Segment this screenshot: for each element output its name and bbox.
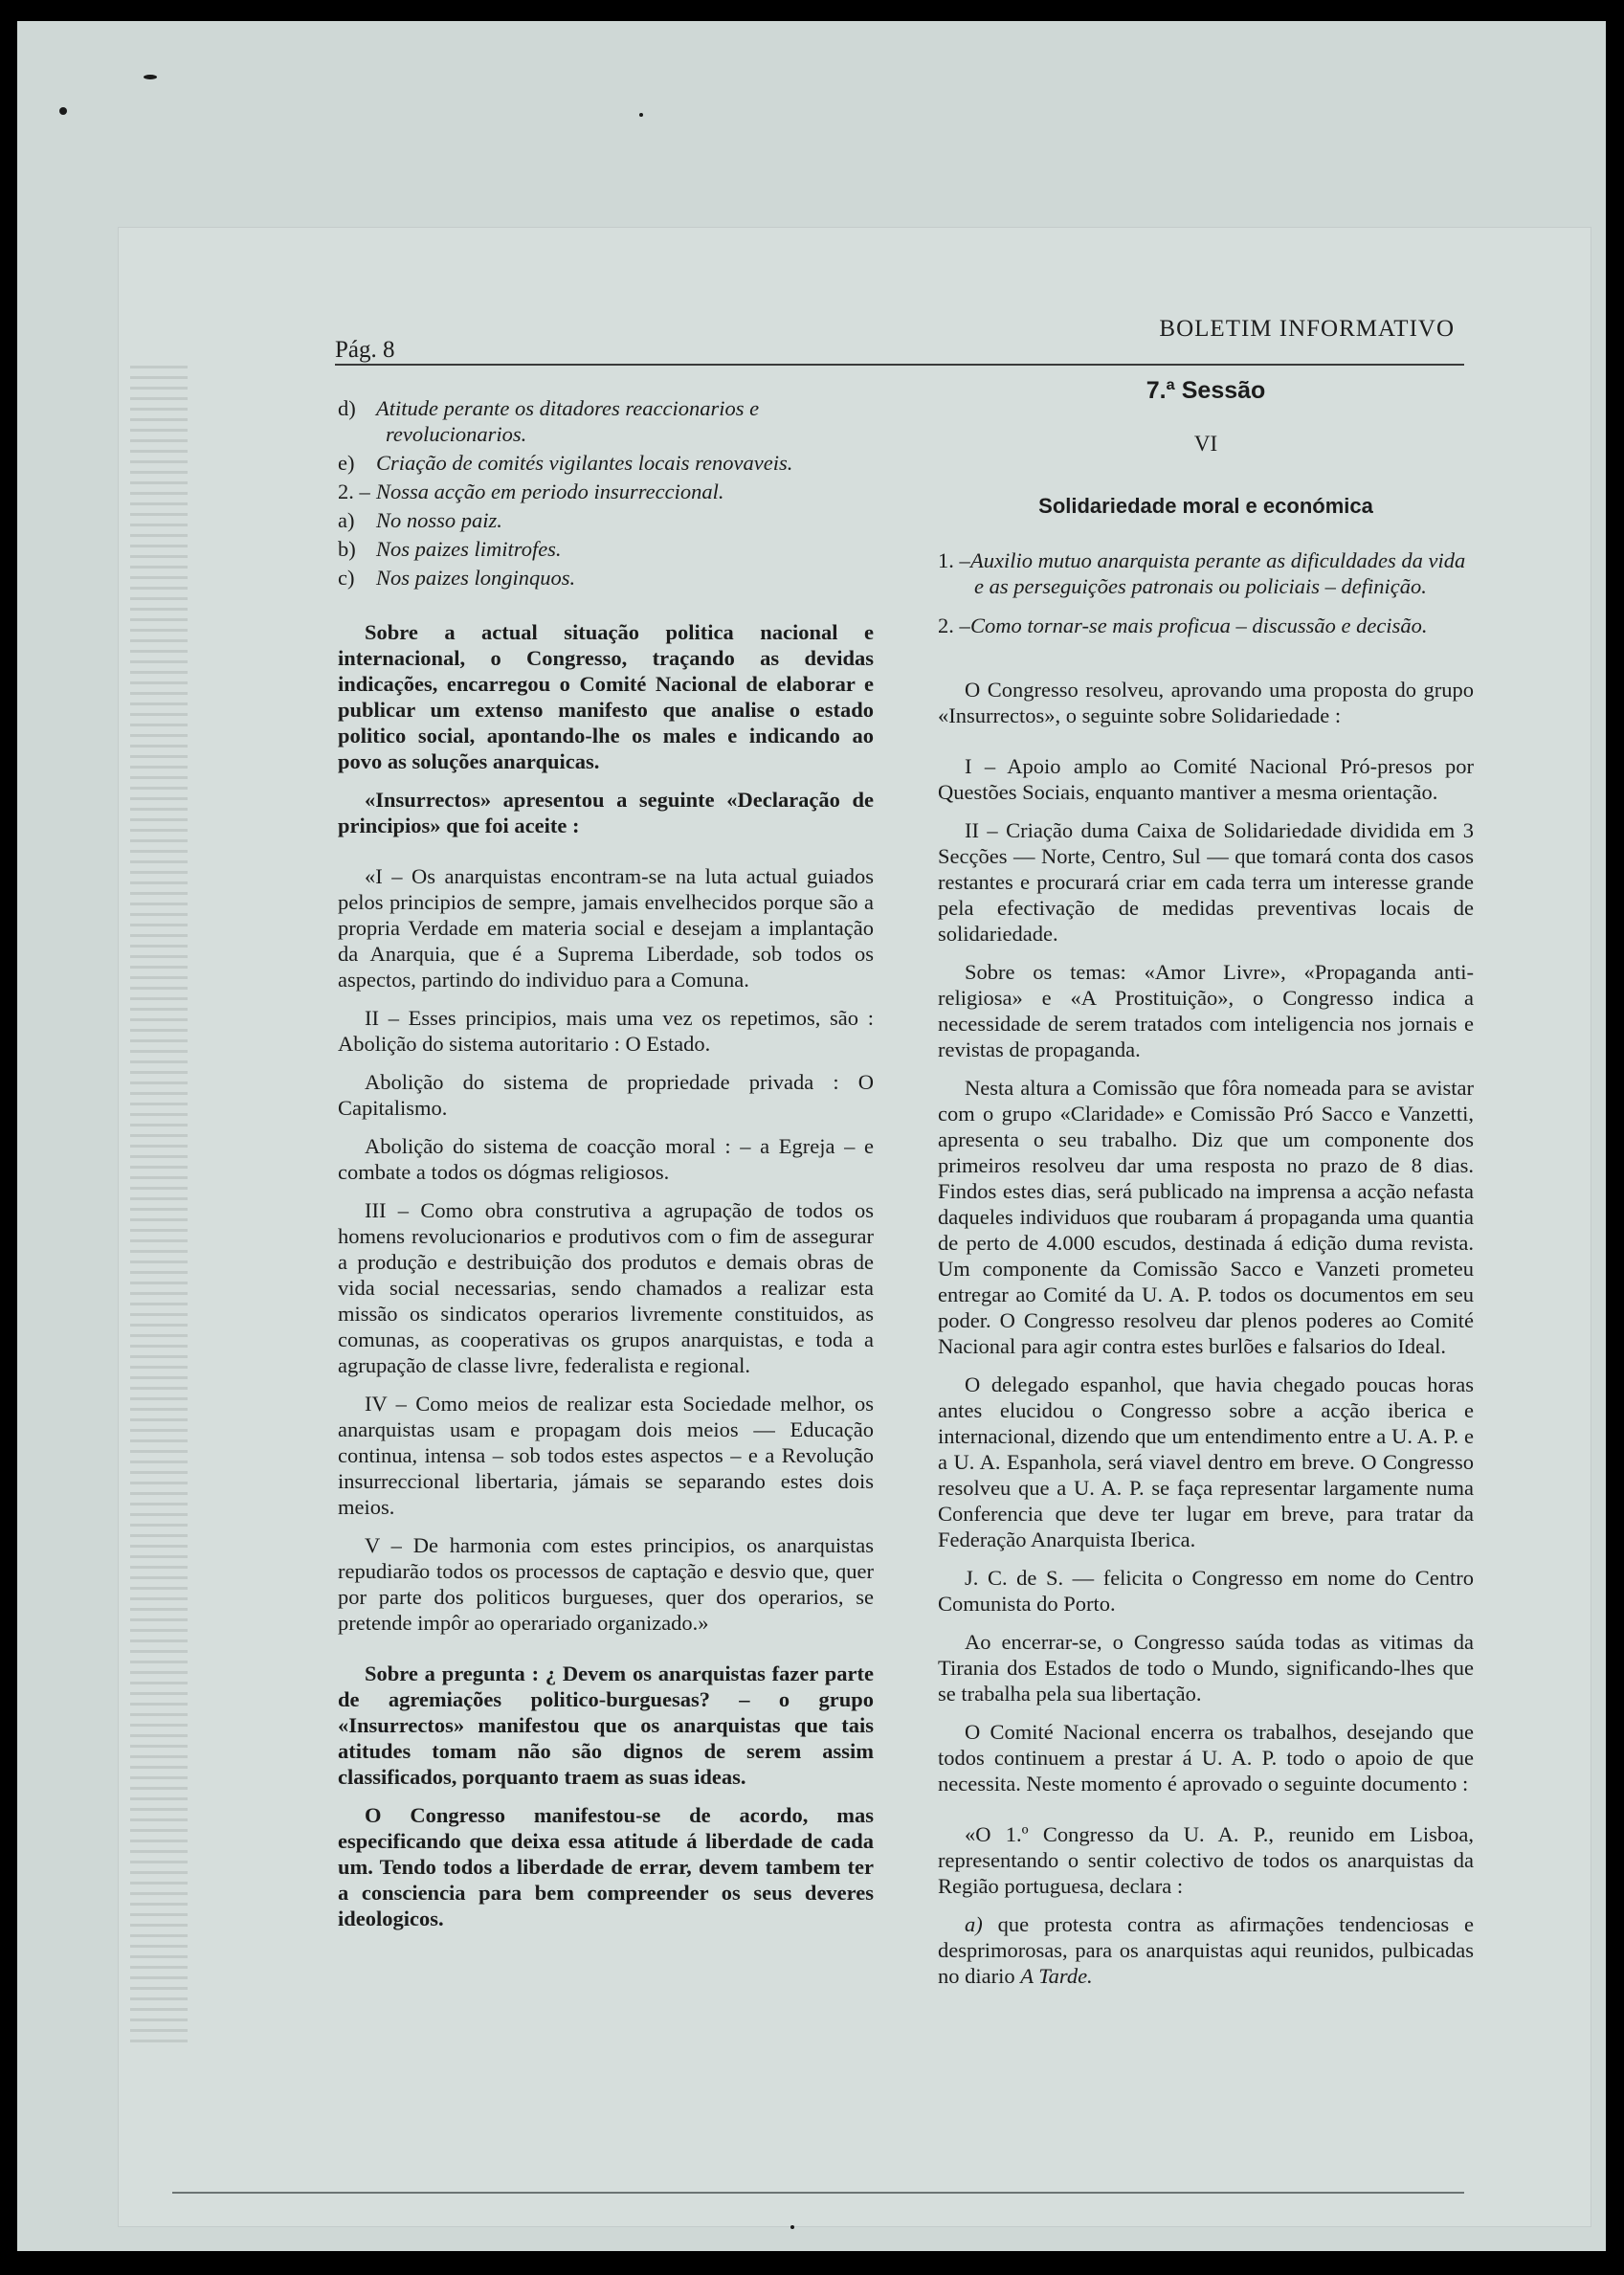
paragraph: O Comité Nacional encerra os trabalhos, desejando que todos continuem a prestar á U. A. P. todo o apoio de que necessita. Neste momento é aprovado o seguinte documento : (938, 1720, 1474, 1795)
paragraph: O Congresso manifestou-se de acordo, mas especificando que deixa essa atitude á liberdade de cada um. Tendo todos a liberdade de errar, devem tambem ter a consciencia para bem compreender os seus deveres ideologicos. (338, 1803, 874, 1930)
paragraph: III – Como obra construtiva a agrupação de todos os homens revolucionarios e produtivos com o fim de assegurar a produção e destribuição dos produtos e demais obras de vida social necessarias, sendo chamados a realizar esta missão os sindicatos operarios livremente constituidos, as comunas, as cooperativas os grupos anarquistas, e toda a agrupação de classe livre, federalista e regional. (338, 1198, 874, 1377)
final-item: a) que protesta contra as afirmações tendenciosas e desprimorosas, para os anarquistas aqui reunidos, pulbicadas no diario A Tarde. (938, 1912, 1475, 1988)
paragraph: II – Criação duma Caixa de Solidariedade dividida em 3 Secções — Norte, Centro, Sul — que tomará conta dos casos restantes e procurará criar em cada terra um interesse grande pela efectivação de medidas preventivas locais de solidariedade. (938, 818, 1474, 946)
page-header (335, 316, 1464, 366)
paragraph: Nesta altura a Comissão que fôra nomeada para se avistar com o grupo «Claridade» e Comissão Pró Sacco e Vanzetti, apresenta o seu trabalho. Diz que um componente dos primeiros resolveu dar uma resposta no prazo de 8 dias. Findos estes dias, será publicado na imprensa a acção nefasta daqueles individuos que roubaram á propaganda uma quantia de perto de 4.000 escudos, destinada á edição duma revista. Um componente da Comissão Sacco e Vanzeti prometeu entregar ao Comité da U. A. P. todos os documentos em seu poder. O Congresso resolveu dar plenos poderes ao Comité Nacional para agir contra estes burlões e falsarios do Ideal. (938, 1076, 1474, 1358)
list-item: b) Nos paizes limitrofes. (338, 537, 562, 561)
ink-speck (790, 2225, 794, 2229)
paragraph: O Congresso resolveu, aprovando uma proposta do grupo «Insurrectos», o seguinte sobre Solidariedade : (938, 678, 1474, 727)
page-number: Pág. 8 (335, 337, 395, 363)
session-title: 7.ª Sessão (1146, 377, 1266, 404)
bottom-rule (172, 2192, 1464, 2194)
ink-speck (639, 113, 643, 117)
ink-speck (144, 75, 157, 79)
right-column (938, 378, 1474, 2001)
paragraph: V – De harmonia com estes principios, os anarquistas repudiarão todos os processos de captação e desvio que, quer por parte dos politicos burgueses, quer dos operarios, se pretende impôr ao operariado organizado.» (338, 1533, 874, 1635)
scan-margin-artifact (130, 366, 188, 2050)
agenda-list (338, 395, 874, 591)
paragraph: Sobre a actual situação politica nacional e internacional, o Congresso, traçando as devidas indicações, encarregou o Comité Nacional de elaborar e publicar um extenso manifesto que analise o estado politico social, apontando-lhe os males e indicando ao povo as soluções anarquicas. (338, 620, 874, 773)
list-item: d) Atitude perante os ditadores reaccionarios e revolucionarios. (338, 396, 760, 446)
paragraph: Abolição do sistema de propriedade privada : O Capitalismo. (338, 1070, 874, 1120)
left-column (338, 392, 874, 1944)
paragraph: «Insurrectos» apresentou a seguinte «Declaração de principios» que foi aceite : (338, 788, 874, 837)
session-number: VI (1193, 432, 1218, 456)
paragraph: Abolição do sistema de coacção moral : – a Egreja – e combate a todos os dógmas religiosos. (338, 1134, 874, 1184)
paragraph: IV – Como meios de realizar esta Sociedade melhor, os anarquistas usam e propagam dois meios — Educação continua, intensa – sob todos estes aspectos – e a Revolução insurreccional libertaria, jámais se separando estes dois meios. (338, 1392, 874, 1519)
paragraph: II – Esses principios, mais uma vez os repetimos, são : Abolição do sistema autoritario : O Estado. (338, 1006, 874, 1056)
ink-speck (59, 107, 67, 115)
paragraph: I – Apoio amplo ao Comité Nacional Pró-presos por Questões Sociais, enquanto mantiver a mesma orientação. (938, 754, 1474, 804)
paragraph: Sobre os temas: «Amor Livre», «Propaganda anti-religiosa» e «A Prostituição», o Congresso indica a necessidade de serem tratados com inteligencia nos jornais e revistas de propaganda. (938, 960, 1474, 1061)
paragraph: J. C. de S. — felicita o Congresso em nome do Centro Comunista do Porto. (938, 1566, 1474, 1616)
newspaper-name: A Tarde. (1020, 1964, 1093, 1988)
bulletin-title: BOLETIM INFORMATIVO (1159, 316, 1455, 342)
paragraph: O delegado espanhol, que havia chegado poucas horas antes elucidou o Congresso sobre a acção iberica e internacional, dizendo que um entendimento entre a U. A. P. e a U. A. Espanhola, será viavel dentro em breve. O Congresso resolveu que a U. A. P. se faça representar largamente numa Conferencia que deve ter lugar em breve, para tratar da Federação Anarquista Iberica. (938, 1372, 1474, 1551)
list-item: 2. – Nossa acção em periodo insurreccional. (338, 480, 724, 503)
list-item: a) No nosso paiz. (338, 508, 502, 532)
list-item: e) Criação de comités vigilantes locais renovaveis. (338, 451, 793, 475)
section-heading: Solidariedade moral e económica (1038, 494, 1373, 518)
list-item: 1. –Auxilio mutuo anarquista perante as dificuldades da vida e as perseguições patronais ou policiais – definição. (938, 548, 1466, 598)
paragraph: «O 1.º Congresso da U. A. P., reunido em Lisboa, representando o sentir colectivo de todos os anarquistas da Região portuguesa, declara : (938, 1822, 1474, 1898)
paragraph: Sobre a pregunta : ¿ Devem os anarquistas fazer parte de agremiações politico-burguesas? – o grupo «Insurrectos» manifestou que os anarquistas que tais atitudes tomam não são dignos de serem assim classificados, porquanto traem as suas ideas. (338, 1662, 874, 1789)
paragraph: Ao encerrar-se, o Congresso saúda todas as vitimas da Tirania dos Estados de todo o Mundo, significando-lhes que se trabalha pela sua libertação. (938, 1630, 1474, 1706)
list-item: c) Nos paizes longinquos. (338, 566, 576, 590)
topics-list (938, 547, 1474, 638)
list-item: 2. –Como tornar-se mais proficua – discussão e decisão. (938, 613, 1428, 637)
item-label: a) (965, 1912, 983, 1936)
paragraph: «I – Os anarquistas encontram-se na luta actual guiados pelos principios de sempre, jamais envelhecidos porque são a propria Verdade em materia social e desejam a implantação da Anarquia, que é a Suprema Liberdade, sob todos os aspectos, partindo do individuo para a Comuna. (338, 864, 874, 992)
